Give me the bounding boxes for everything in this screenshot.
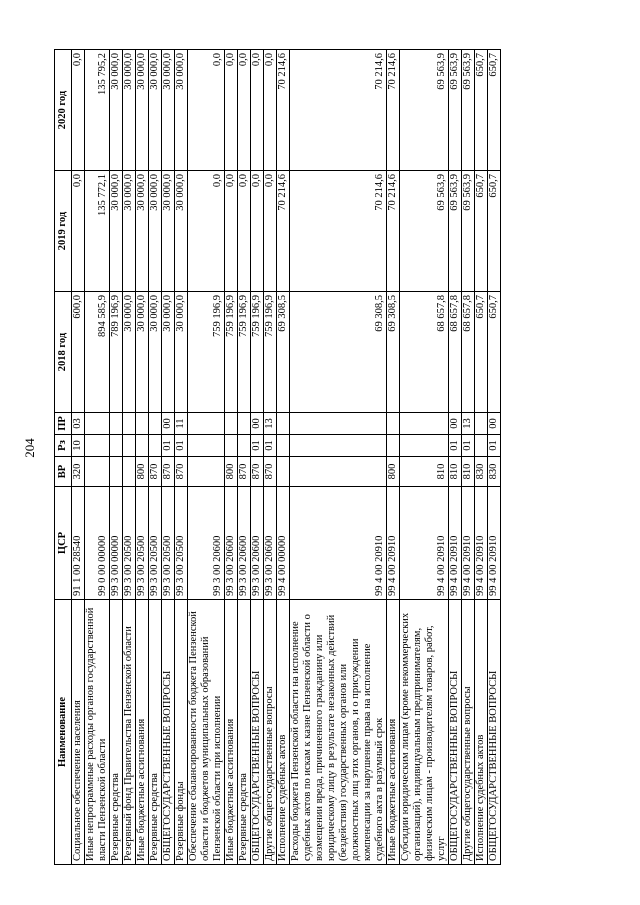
row-csr-cell: 99 3 00 20600 xyxy=(264,487,277,600)
row-name-cell: ОБЩЕГОСУДАРСТВЕННЫЕ ВОПРОСЫ xyxy=(251,600,264,865)
row-pr-cell xyxy=(123,413,136,435)
row-2018-cell: 894 585,9 xyxy=(85,292,110,413)
table-header-row xyxy=(55,50,72,865)
row-rz-cell xyxy=(110,435,123,457)
row-2018-cell: 759 196,9 xyxy=(238,292,251,413)
row-name-cell: Иные бюджетные ассигнования xyxy=(136,600,149,865)
row-2018-cell: 69 308,5 xyxy=(290,292,387,413)
table-row xyxy=(72,50,85,865)
row-vr-cell: 870 xyxy=(251,457,264,487)
table-row xyxy=(162,50,175,865)
row-2019-cell: 0,0 xyxy=(225,171,238,292)
row-name-cell: Другие общегосударственные вопросы xyxy=(462,600,475,865)
row-name-cell: Другие общегосударственные вопросы xyxy=(264,600,277,865)
row-2018-cell: 759 196,9 xyxy=(188,292,225,413)
row-csr-cell: 99 3 00 20600 xyxy=(225,487,238,600)
row-2018-cell: 650,7 xyxy=(488,292,501,413)
row-name-cell: Расходы бюджета Пензенской области на исполнение судебных актов по искам к казне Пензенской области о возмещении вреда, причиненного гражданину или юридическому лицу в результате незаконных действий (бездействия) государственных органов или должностных лиц этих органов, и о присуждении компенсации за нарушение права на исполнение судебного акта в разумный срок xyxy=(290,600,387,865)
row-rz-cell xyxy=(123,435,136,457)
table-row xyxy=(449,50,462,865)
row-2020-cell: 0,0 xyxy=(188,50,225,171)
row-csr-cell: 99 3 00 20500 xyxy=(136,487,149,600)
row-2019-cell: 30 000,0 xyxy=(110,171,123,292)
row-vr-cell: 320 xyxy=(72,457,85,487)
table-row xyxy=(110,50,123,865)
header-name: Наименование xyxy=(55,600,72,865)
row-rz-cell: 01 xyxy=(162,435,175,457)
table-row xyxy=(123,50,136,865)
row-2020-cell: 70 214,6 xyxy=(277,50,290,171)
header-csr: ЦСР xyxy=(55,487,72,600)
header-2019: 2019 год xyxy=(55,171,72,292)
row-vr-cell: 870 xyxy=(264,457,277,487)
row-vr-cell: 800 xyxy=(225,457,238,487)
row-2020-cell: 135 795,2 xyxy=(85,50,110,171)
row-pr-cell xyxy=(188,413,225,435)
row-name-cell: ОБЩЕГОСУДАРСТВЕННЫЕ ВОПРОСЫ xyxy=(162,600,175,865)
row-rz-cell xyxy=(136,435,149,457)
row-vr-cell: 870 xyxy=(162,457,175,487)
row-pr-cell xyxy=(400,413,449,435)
table-row xyxy=(290,50,387,865)
row-pr-cell: 13 xyxy=(264,413,277,435)
row-rz-cell xyxy=(290,435,387,457)
table-row xyxy=(238,50,251,865)
table-row xyxy=(400,50,449,865)
row-csr-cell: 99 3 00 20500 xyxy=(162,487,175,600)
table-row xyxy=(149,50,162,865)
table-row xyxy=(462,50,475,865)
row-2018-cell: 68 657,8 xyxy=(400,292,449,413)
row-pr-cell xyxy=(475,413,488,435)
row-name-cell: Социальное обеспечение населения xyxy=(72,600,85,865)
row-2018-cell: 30 000,0 xyxy=(162,292,175,413)
row-2018-cell: 759 196,9 xyxy=(264,292,277,413)
row-2020-cell: 30 000,0 xyxy=(175,50,188,171)
row-2019-cell: 69 563,9 xyxy=(462,171,475,292)
row-2019-cell: 30 000,0 xyxy=(162,171,175,292)
row-2019-cell: 650,7 xyxy=(488,171,501,292)
row-name-cell: Резервные фонды xyxy=(175,600,188,865)
row-pr-cell xyxy=(238,413,251,435)
table-row xyxy=(264,50,277,865)
table-row xyxy=(387,50,400,865)
row-2019-cell: 30 000,0 xyxy=(136,171,149,292)
row-2020-cell: 30 000,0 xyxy=(136,50,149,171)
row-2020-cell: 650,7 xyxy=(488,50,501,171)
row-vr-cell xyxy=(188,457,225,487)
row-2020-cell: 30 000,0 xyxy=(110,50,123,171)
row-rz-cell xyxy=(238,435,251,457)
table-row xyxy=(475,50,488,865)
budget-table xyxy=(54,49,501,865)
row-csr-cell: 99 3 00 20600 xyxy=(188,487,225,600)
row-2019-cell: 0,0 xyxy=(238,171,251,292)
row-pr-cell xyxy=(387,413,400,435)
table-body xyxy=(72,50,501,865)
row-2019-cell: 650,7 xyxy=(475,171,488,292)
row-2018-cell: 600,0 xyxy=(72,292,85,413)
table-row xyxy=(488,50,501,865)
row-2020-cell: 30 000,0 xyxy=(123,50,136,171)
page-number: 204 xyxy=(22,438,37,458)
row-pr-cell: 03 xyxy=(72,413,85,435)
row-rz-cell xyxy=(149,435,162,457)
row-2020-cell: 650,7 xyxy=(475,50,488,171)
row-rz-cell: 01 xyxy=(175,435,188,457)
row-pr-cell: 00 xyxy=(449,413,462,435)
table-row xyxy=(251,50,264,865)
row-2020-cell: 30 000,0 xyxy=(162,50,175,171)
row-2019-cell: 30 000,0 xyxy=(149,171,162,292)
row-2020-cell: 70 214,6 xyxy=(387,50,400,171)
row-vr-cell xyxy=(277,457,290,487)
row-rz-cell: 01 xyxy=(462,435,475,457)
row-rz-cell: 10 xyxy=(72,435,85,457)
row-rz-cell xyxy=(225,435,238,457)
row-csr-cell: 99 4 00 20910 xyxy=(475,487,488,600)
row-pr-cell: 13 xyxy=(462,413,475,435)
row-vr-cell: 810 xyxy=(449,457,462,487)
row-csr-cell: 99 0 00 00000 xyxy=(85,487,110,600)
row-rz-cell xyxy=(400,435,449,457)
row-2019-cell: 30 000,0 xyxy=(123,171,136,292)
row-name-cell: Иные бюджетные ассигнования xyxy=(225,600,238,865)
header-rz: Рз xyxy=(55,435,72,457)
table-row xyxy=(225,50,238,865)
row-2019-cell: 0,0 xyxy=(251,171,264,292)
row-csr-cell: 99 4 00 20910 xyxy=(400,487,449,600)
row-vr-cell xyxy=(290,457,387,487)
row-name-cell: Иные непрограммные расходы органов государственной власти Пензенской области xyxy=(85,600,110,865)
row-2018-cell: 789 196,9 xyxy=(110,292,123,413)
row-csr-cell: 99 4 00 20910 xyxy=(449,487,462,600)
row-2019-cell: 0,0 xyxy=(188,171,225,292)
row-csr-cell: 99 4 00 20910 xyxy=(290,487,387,600)
row-pr-cell: 00 xyxy=(162,413,175,435)
header-2018: 2018 год xyxy=(55,292,72,413)
row-csr-cell: 99 4 00 00000 xyxy=(277,487,290,600)
row-2018-cell: 68 657,8 xyxy=(449,292,462,413)
row-pr-cell xyxy=(149,413,162,435)
row-2020-cell: 0,0 xyxy=(251,50,264,171)
row-name-cell: Исполнение судебных актов xyxy=(277,600,290,865)
row-rz-cell: 01 xyxy=(449,435,462,457)
row-rz-cell xyxy=(277,435,290,457)
row-pr-cell xyxy=(225,413,238,435)
row-pr-cell: 11 xyxy=(175,413,188,435)
row-2018-cell: 650,7 xyxy=(475,292,488,413)
row-csr-cell: 99 3 00 20500 xyxy=(149,487,162,600)
row-vr-cell xyxy=(110,457,123,487)
row-2019-cell: 70 214,6 xyxy=(277,171,290,292)
row-2018-cell: 759 196,9 xyxy=(225,292,238,413)
row-2020-cell: 0,0 xyxy=(225,50,238,171)
row-rz-cell: 01 xyxy=(264,435,277,457)
row-2019-cell: 69 563,9 xyxy=(400,171,449,292)
row-2018-cell: 30 000,0 xyxy=(136,292,149,413)
row-vr-cell: 870 xyxy=(175,457,188,487)
table-row xyxy=(85,50,110,865)
row-2020-cell: 69 563,9 xyxy=(400,50,449,171)
row-name-cell: Резервные средства xyxy=(149,600,162,865)
table-row xyxy=(277,50,290,865)
row-csr-cell: 99 4 00 20910 xyxy=(387,487,400,600)
row-name-cell: Резервный фонд Правительства Пензенской области xyxy=(123,600,136,865)
header-pr: ПР xyxy=(55,413,72,435)
row-rz-cell xyxy=(188,435,225,457)
row-pr-cell: 00 xyxy=(251,413,264,435)
row-2018-cell: 30 000,0 xyxy=(123,292,136,413)
row-csr-cell: 99 3 00 20600 xyxy=(251,487,264,600)
row-2019-cell: 135 772,1 xyxy=(85,171,110,292)
row-2018-cell: 30 000,0 xyxy=(149,292,162,413)
row-2020-cell: 0,0 xyxy=(238,50,251,171)
row-vr-cell: 870 xyxy=(238,457,251,487)
header-2020: 2020 год xyxy=(55,50,72,171)
table-row xyxy=(188,50,225,865)
row-2020-cell: 70 214,6 xyxy=(290,50,387,171)
row-vr-cell: 800 xyxy=(136,457,149,487)
row-2019-cell: 30 000,0 xyxy=(175,171,188,292)
row-vr-cell: 830 xyxy=(475,457,488,487)
row-csr-cell: 99 3 00 20500 xyxy=(123,487,136,600)
row-name-cell: Резервные средства xyxy=(238,600,251,865)
row-2019-cell: 70 214,6 xyxy=(387,171,400,292)
row-rz-cell xyxy=(387,435,400,457)
row-rz-cell: 01 xyxy=(488,435,501,457)
row-csr-cell: 99 4 00 20910 xyxy=(462,487,475,600)
row-vr-cell xyxy=(85,457,110,487)
row-2020-cell: 0,0 xyxy=(72,50,85,171)
row-name-cell: Резервные средства xyxy=(110,600,123,865)
row-2020-cell: 69 563,9 xyxy=(462,50,475,171)
row-2019-cell: 0,0 xyxy=(264,171,277,292)
row-2018-cell: 30 000,0 xyxy=(175,292,188,413)
row-name-cell: Иные бюджетные ассигнования xyxy=(387,600,400,865)
table-row xyxy=(136,50,149,865)
row-vr-cell: 810 xyxy=(400,457,449,487)
row-rz-cell: 01 xyxy=(251,435,264,457)
table-row xyxy=(175,50,188,865)
row-name-cell: Субсидии юридическим лицам (кроме некоммерческих организаций), индивидуальным предпринимателям, физическим лицам - производителям товаров, работ, услуг xyxy=(400,600,449,865)
row-rz-cell xyxy=(85,435,110,457)
row-2020-cell: 0,0 xyxy=(264,50,277,171)
row-pr-cell xyxy=(290,413,387,435)
row-2020-cell: 30 000,0 xyxy=(149,50,162,171)
row-2018-cell: 759 196,9 xyxy=(251,292,264,413)
row-vr-cell xyxy=(123,457,136,487)
row-name-cell: ОБЩЕГОСУДАРСТВЕННЫЕ ВОПРОСЫ xyxy=(488,600,501,865)
row-pr-cell xyxy=(277,413,290,435)
row-2019-cell: 69 563,9 xyxy=(449,171,462,292)
row-2018-cell: 69 308,5 xyxy=(387,292,400,413)
row-rz-cell xyxy=(475,435,488,457)
budget-table-container xyxy=(54,50,584,865)
row-csr-cell: 99 3 00 20500 xyxy=(175,487,188,600)
row-csr-cell: 99 3 00 20600 xyxy=(238,487,251,600)
row-vr-cell: 810 xyxy=(462,457,475,487)
row-csr-cell: 99 4 00 20910 xyxy=(488,487,501,600)
row-name-cell: Обеспечение сбалансированности бюджета Пензенской области и бюджетов муниципальных образований Пензенской области при исполнении xyxy=(188,600,225,865)
row-pr-cell xyxy=(110,413,123,435)
row-pr-cell xyxy=(85,413,110,435)
row-csr-cell: 91 1 00 28540 xyxy=(72,487,85,600)
row-vr-cell: 870 xyxy=(149,457,162,487)
row-2018-cell: 69 308,5 xyxy=(277,292,290,413)
row-2019-cell: 0,0 xyxy=(72,171,85,292)
row-name-cell: Исполнение судебных актов xyxy=(475,600,488,865)
row-pr-cell xyxy=(136,413,149,435)
row-pr-cell: 00 xyxy=(488,413,501,435)
row-vr-cell: 830 xyxy=(488,457,501,487)
row-vr-cell: 800 xyxy=(387,457,400,487)
row-2020-cell: 69 563,9 xyxy=(449,50,462,171)
header-vr: ВР xyxy=(55,457,72,487)
row-2019-cell: 70 214,6 xyxy=(290,171,387,292)
row-csr-cell: 99 3 00 00000 xyxy=(110,487,123,600)
row-2018-cell: 68 657,8 xyxy=(462,292,475,413)
row-name-cell: ОБЩЕГОСУДАРСТВЕННЫЕ ВОПРОСЫ xyxy=(449,600,462,865)
